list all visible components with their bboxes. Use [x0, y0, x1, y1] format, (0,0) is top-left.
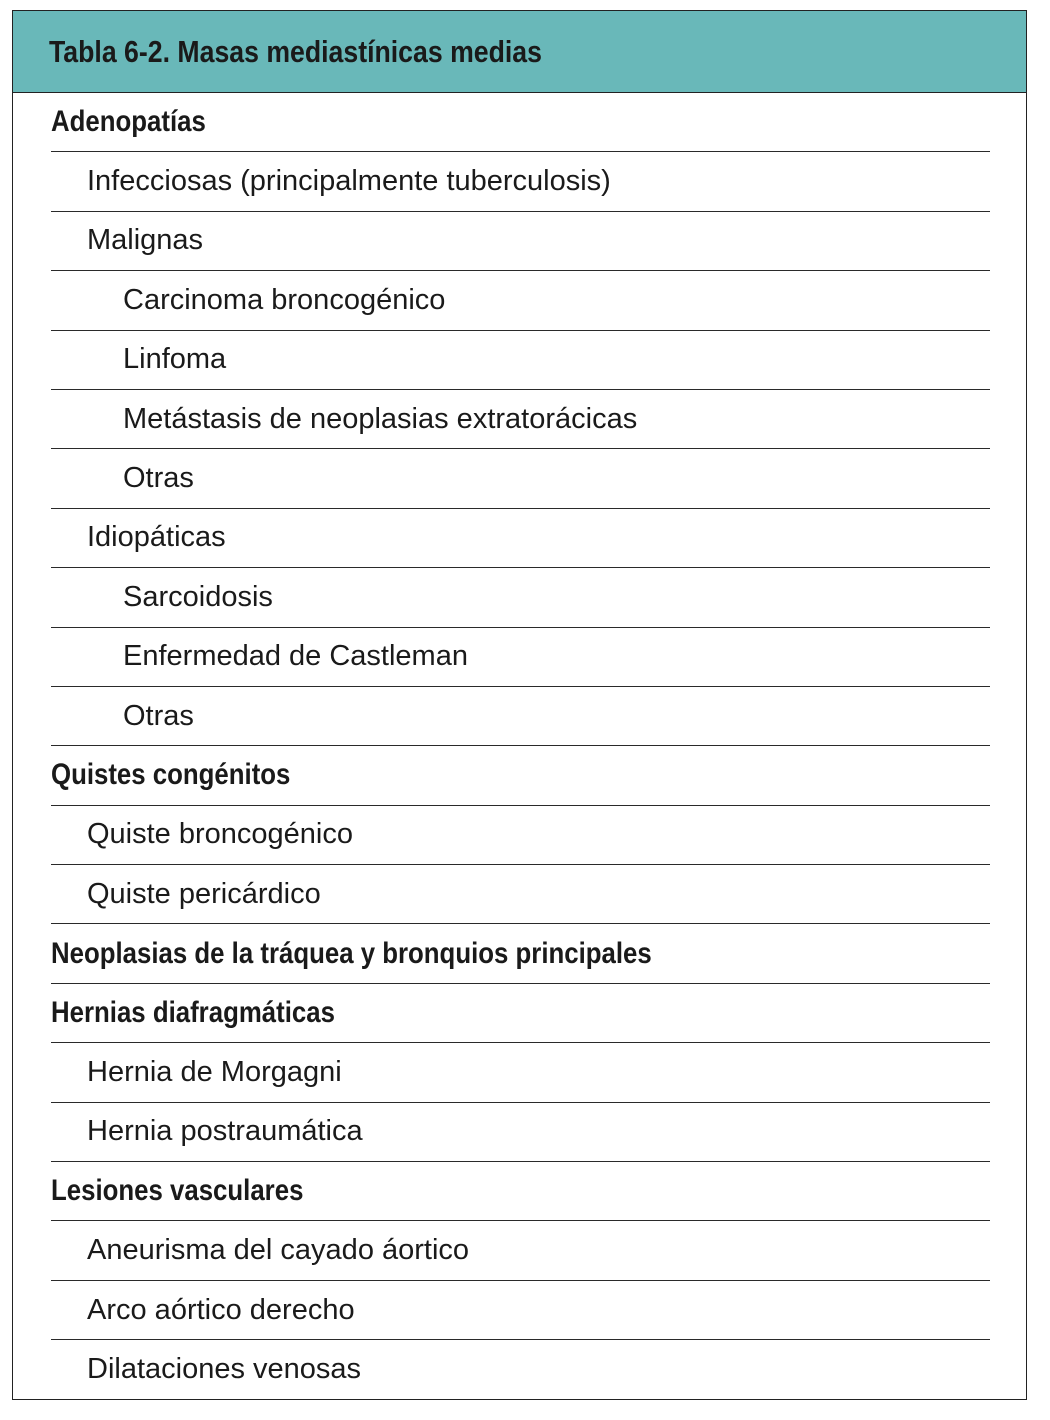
row-label: Metástasis de neoplasias extratorácicas — [123, 402, 638, 435]
subcategory-row — [51, 152, 990, 211]
subcategory-row — [51, 212, 990, 271]
subcategory-row — [51, 1281, 990, 1340]
row-label: Malignas — [87, 224, 204, 257]
table-title: Tabla 6-2. Masas mediastínicas medias — [49, 33, 542, 69]
row-label: Linfoma — [123, 343, 227, 376]
row-label: Enfermedad de Castleman — [123, 640, 468, 673]
category-row — [51, 1162, 990, 1221]
row-label: Idiopáticas — [87, 521, 226, 554]
item-row — [51, 568, 990, 627]
category-row — [51, 93, 990, 152]
item-row — [51, 390, 990, 449]
row-label: Quiste pericárdico — [87, 877, 321, 910]
subcategory-row — [51, 1103, 990, 1162]
item-row — [51, 271, 990, 330]
row-label: Arco aórtico derecho — [87, 1293, 355, 1326]
table-6-2 — [12, 10, 1027, 1400]
subcategory-row — [51, 1340, 990, 1399]
item-row — [51, 449, 990, 508]
row-label: Otras — [123, 699, 194, 732]
table-header — [13, 11, 1026, 93]
row-label: Otras — [123, 462, 194, 495]
row-label: Lesiones vasculares — [51, 1174, 304, 1208]
item-row — [51, 687, 990, 746]
subcategory-row — [51, 1221, 990, 1280]
row-label: Hernia postraumática — [87, 1115, 363, 1148]
row-label: Quiste broncogénico — [87, 818, 353, 851]
row-label: Hernia de Morgagni — [87, 1055, 342, 1088]
row-label: Aneurisma del cayado áortico — [87, 1234, 470, 1267]
subcategory-row — [51, 806, 990, 865]
row-label: Neoplasias de la tráquea y bronquios principales — [51, 936, 652, 970]
subcategory-row — [51, 509, 990, 568]
item-row — [51, 628, 990, 687]
row-label: Quistes congénitos — [51, 758, 291, 792]
item-row — [51, 331, 990, 390]
row-label: Adenopatías — [51, 105, 206, 139]
category-row — [51, 924, 990, 983]
row-label: Carcinoma broncogénico — [123, 283, 446, 316]
row-label: Infecciosas (principalmente tuberculosis) — [87, 165, 611, 198]
category-row — [51, 746, 990, 805]
category-row — [51, 984, 990, 1043]
row-label: Hernias diafragmáticas — [51, 996, 335, 1030]
subcategory-row — [51, 865, 990, 924]
subcategory-row — [51, 1043, 990, 1102]
table-body — [51, 93, 990, 1400]
row-label: Sarcoidosis — [123, 580, 273, 613]
row-label: Dilataciones venosas — [87, 1353, 362, 1386]
